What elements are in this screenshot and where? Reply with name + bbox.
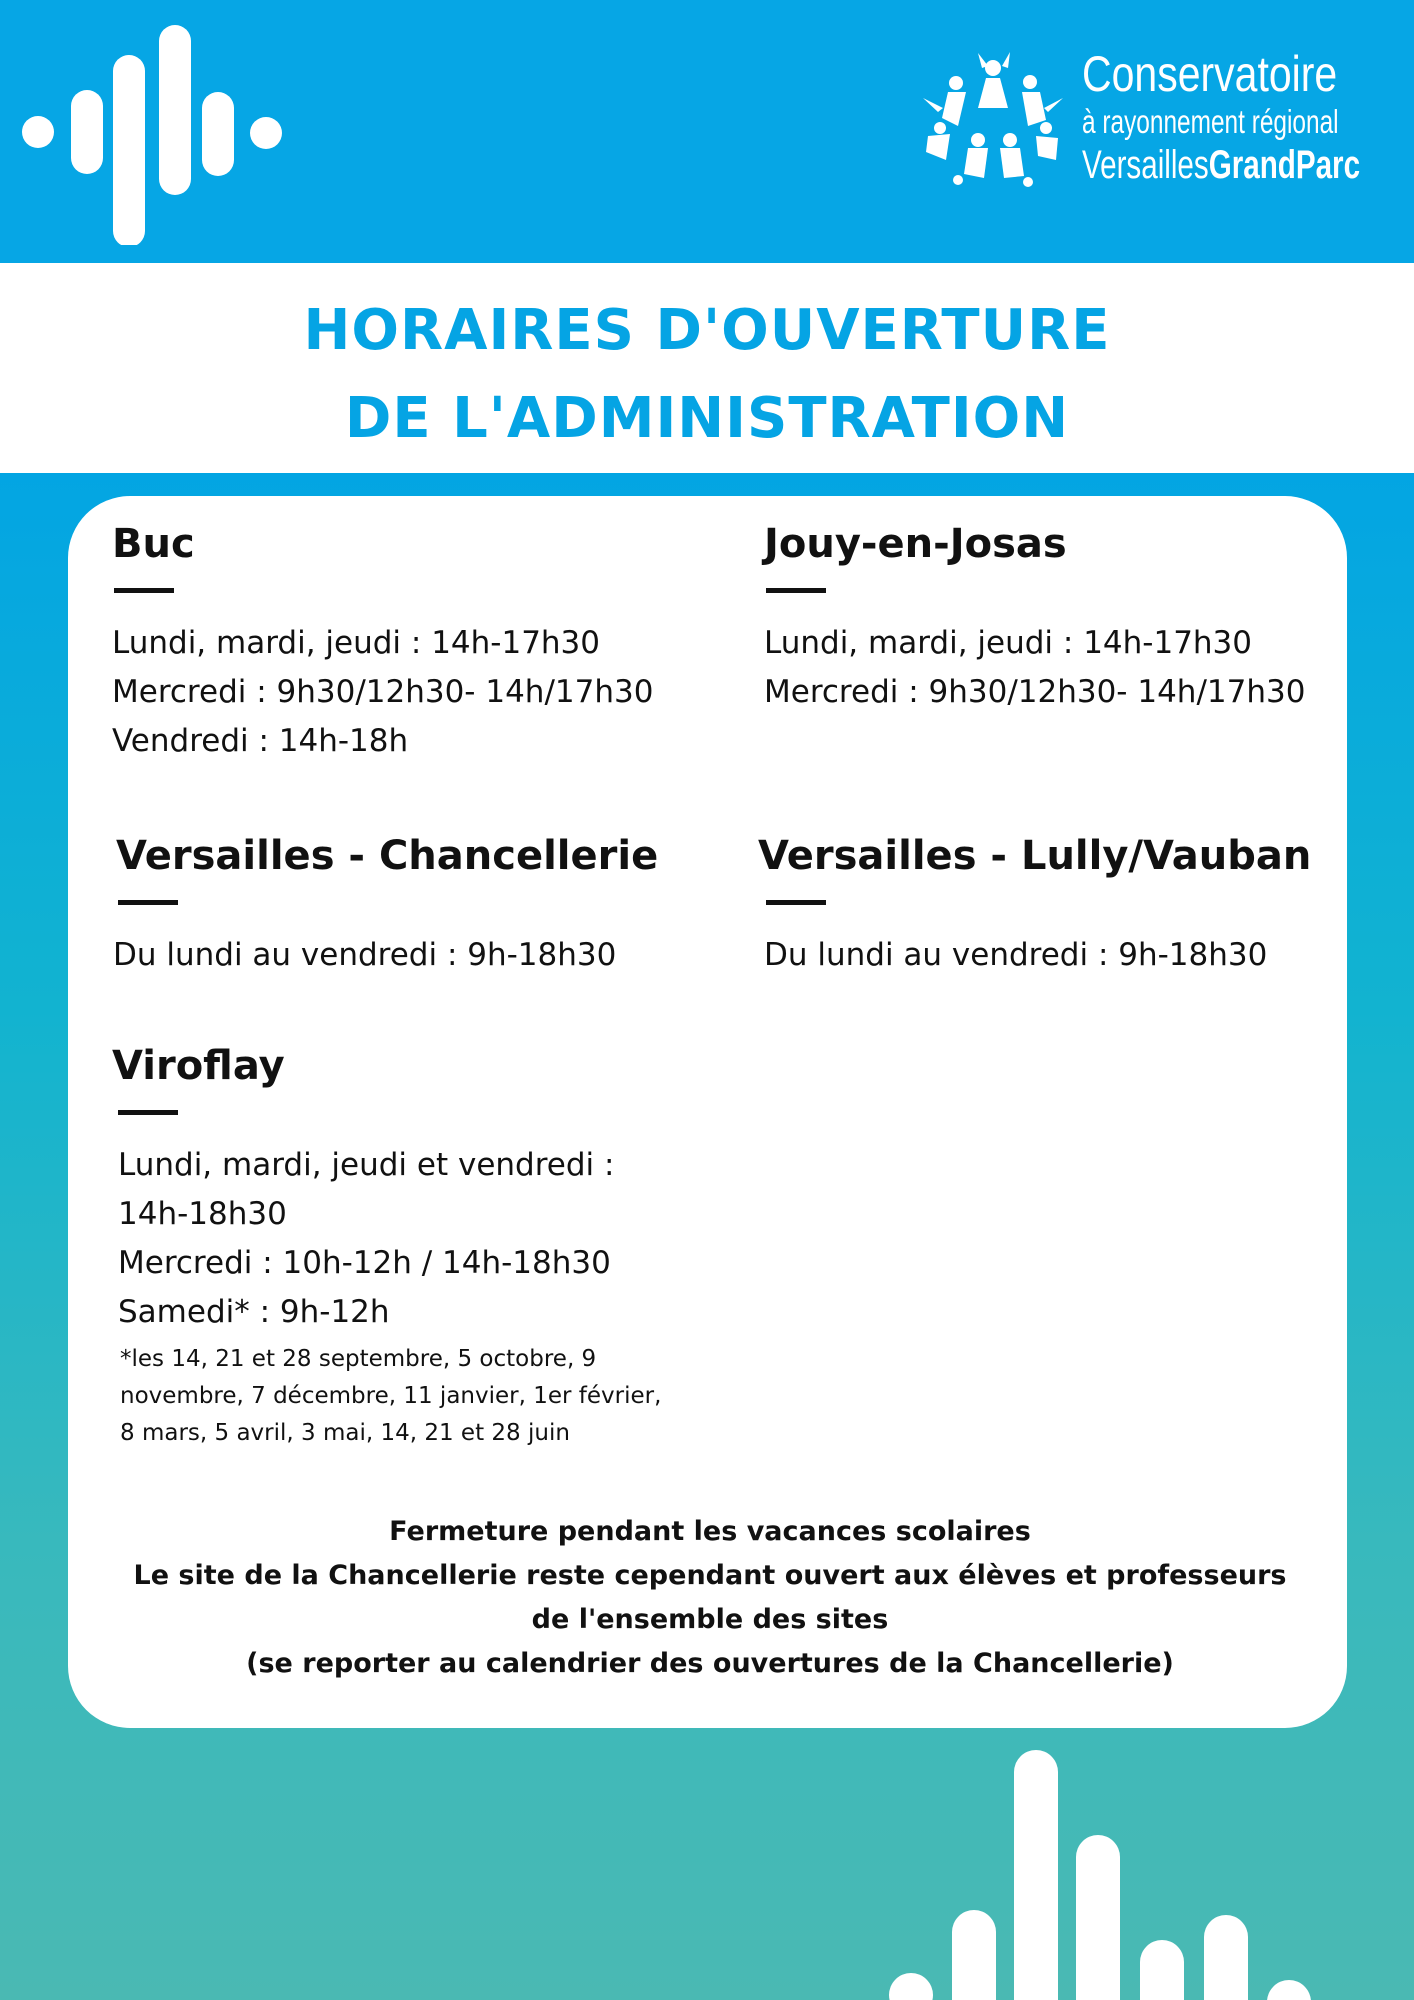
sound-wave-icon bbox=[20, 25, 290, 245]
closing-notice bbox=[120, 1510, 1300, 1686]
hours-line: Vendredi : 14h-18h bbox=[112, 723, 409, 759]
hours-line: Du lundi au vendredi : 9h-18h30 bbox=[764, 937, 1268, 973]
page-title-line1: HORAIRES D'OUVERTURE bbox=[303, 298, 1111, 363]
site-viroflay bbox=[112, 1040, 680, 1452]
hours-line: 14h-18h30 bbox=[118, 1196, 287, 1232]
site-name: Buc bbox=[112, 521, 195, 567]
divider bbox=[118, 1110, 178, 1115]
site-name: Versailles - Chancellerie bbox=[116, 833, 659, 879]
brand-wordmark bbox=[1082, 46, 1414, 188]
hours-line: Mercredi : 9h30/12h30- 14h/17h30 bbox=[112, 674, 654, 710]
divider bbox=[118, 900, 178, 905]
header-banner bbox=[0, 0, 1414, 263]
closing-line: (se reporter au calendrier des ouvertures de la Chancellerie) bbox=[246, 1648, 1174, 1679]
saturday-footnote: *les 14, 21 et 28 septembre, 5 octobre, 9 novembre, 7 décembre, 11 janvier, 1er février, 8 mars, 5 avril, 3 mai, 14, 21 et 28 juin bbox=[120, 1346, 662, 1446]
page-title bbox=[0, 263, 1414, 463]
brand-city-bold: GrandParc bbox=[1208, 143, 1361, 187]
hours-line: Mercredi : 9h30/12h30- 14h/17h30 bbox=[764, 674, 1306, 710]
hours-line: Lundi, mardi, jeudi : 14h-17h30 bbox=[112, 625, 601, 661]
hours-line: Mercredi : 10h-12h / 14h-18h30 bbox=[118, 1245, 611, 1281]
brand-city-light: Versailles bbox=[1082, 143, 1209, 187]
site-versailles-chancellerie bbox=[113, 830, 659, 980]
title-band bbox=[0, 263, 1414, 473]
divider bbox=[766, 588, 826, 593]
sound-bars-icon bbox=[880, 1750, 1320, 2000]
brand-subtitle: à rayonnement régional bbox=[1082, 103, 1339, 140]
site-name: Jouy-en-Josas bbox=[764, 521, 1067, 567]
site-jouy-en-josas bbox=[764, 518, 1305, 717]
hours-line: Du lundi au vendredi : 9h-18h30 bbox=[113, 937, 617, 973]
hours-line: Lundi, mardi, jeudi : 14h-17h30 bbox=[764, 625, 1253, 661]
brand-name: Conservatoire bbox=[1082, 46, 1338, 102]
site-buc bbox=[112, 518, 653, 766]
dancing-figures-icon bbox=[918, 48, 1068, 198]
divider bbox=[114, 588, 174, 593]
brand-city bbox=[1082, 142, 1360, 188]
site-versailles-lully-vauban bbox=[758, 830, 1311, 980]
site-name: Viroflay bbox=[112, 1043, 285, 1089]
closing-line: Le site de la Chancellerie reste cependant ouvert aux élèves et professeurs de l'ensemble des sites bbox=[133, 1560, 1287, 1635]
divider bbox=[766, 900, 826, 905]
hours-line: Lundi, mardi, jeudi et vendredi : bbox=[118, 1147, 615, 1183]
closing-line: Fermeture pendant les vacances scolaires bbox=[389, 1516, 1031, 1547]
page-title-line2: DE L'ADMINISTRATION bbox=[344, 386, 1070, 451]
site-name: Versailles - Lully/Vauban bbox=[758, 833, 1312, 879]
hours-line: Samedi* : 9h-12h bbox=[118, 1294, 390, 1330]
